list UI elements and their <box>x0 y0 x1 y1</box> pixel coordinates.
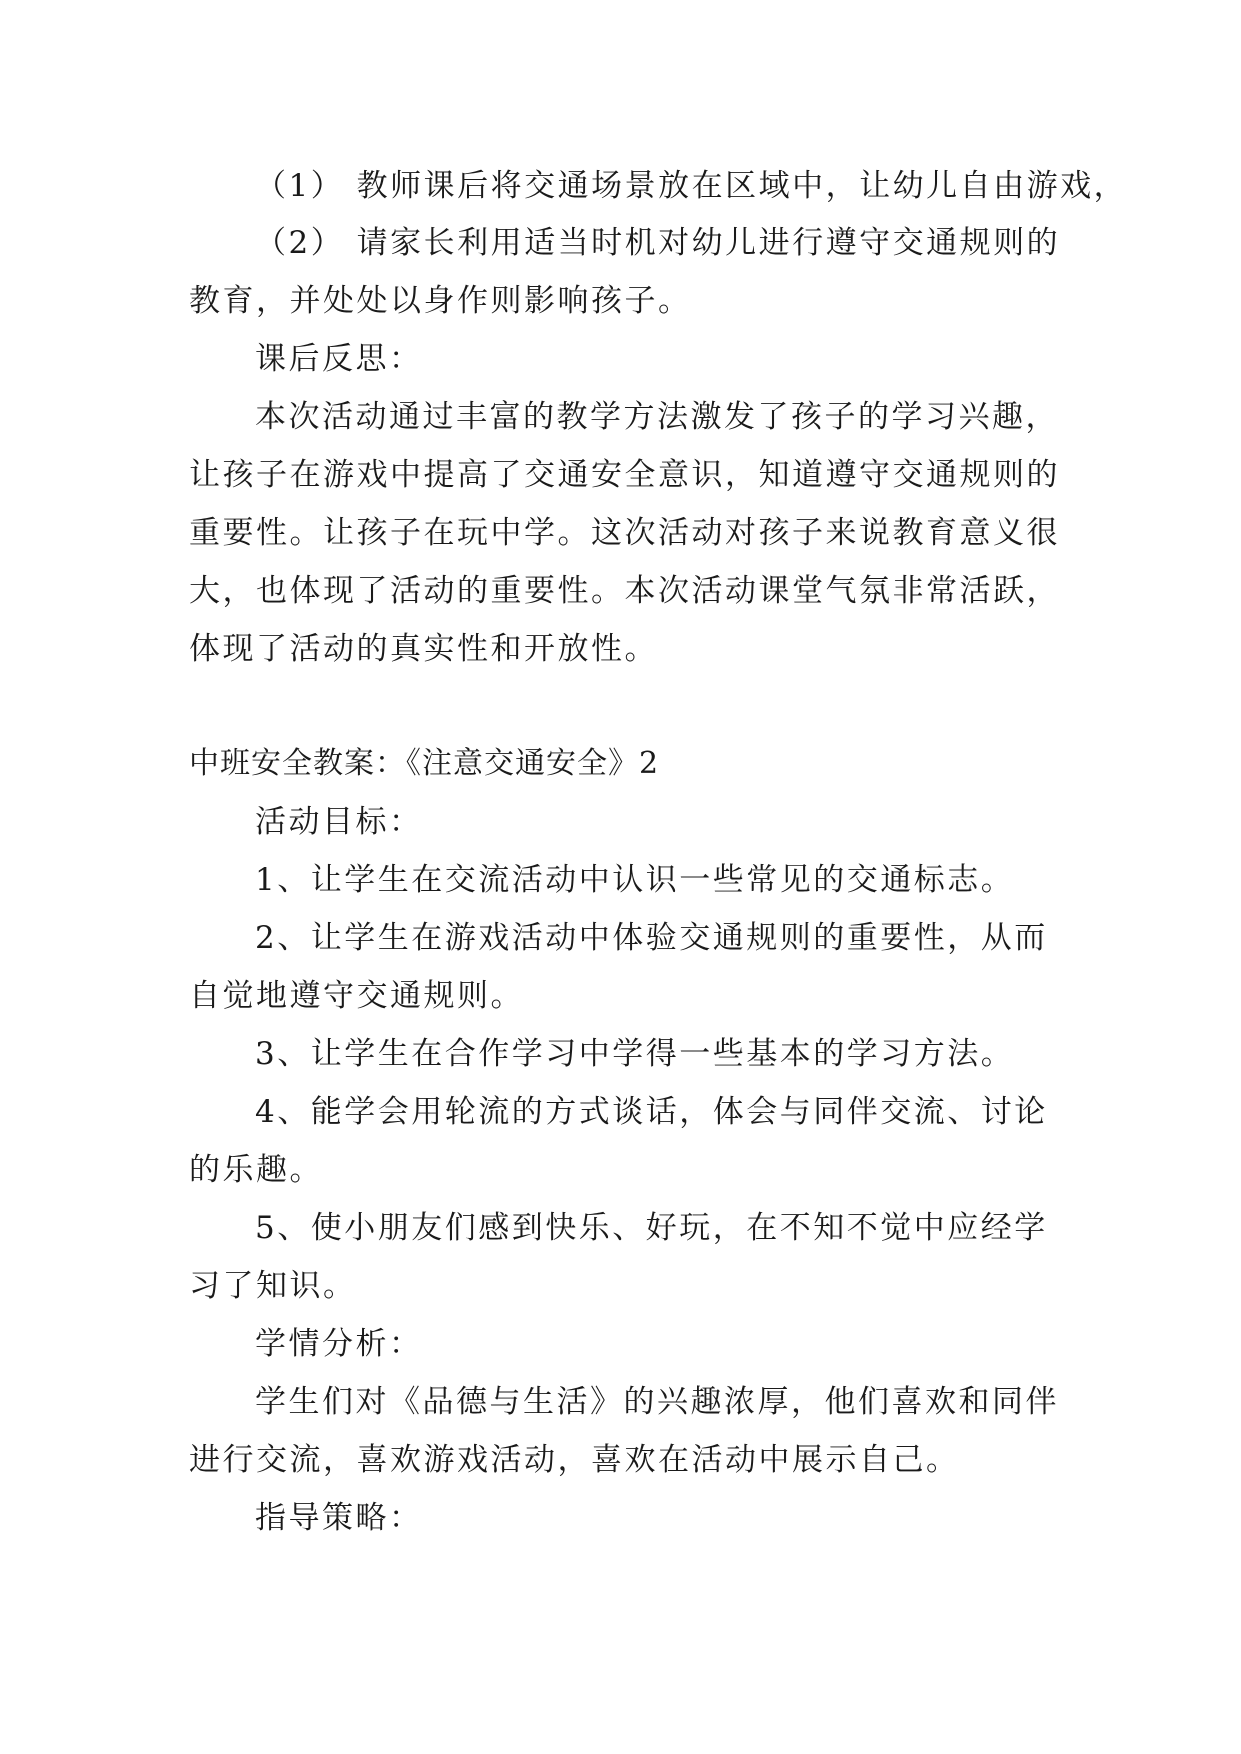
list-item: 5、使小朋友们感到快乐、好玩，在不知不觉中应经学 <box>255 1210 1048 1246</box>
paragraph-line: 本次活动通过丰富的教学方法激发了孩子的学习兴趣， <box>255 399 1059 435</box>
section-label: 活动目标： <box>255 804 423 840</box>
list-item-continuation: 的乐趣。 <box>189 1152 323 1188</box>
section-label: 学情分析： <box>255 1326 423 1362</box>
paragraph-line: 重要性。让孩子在玩中学。这次活动对孩子来说教育意义很 <box>189 515 1060 551</box>
section-label: 课后反思： <box>255 341 423 377</box>
paragraph-line: 学生们对《品德与生活》的兴趣浓厚，他们喜欢和同伴 <box>255 1384 1059 1420</box>
list-item-continuation: 自觉地遵守交通规则。 <box>189 978 524 1014</box>
list-item: 2、让学生在游戏活动中体验交通规则的重要性，从而 <box>255 920 1048 956</box>
paragraph-line: 进行交流，喜欢游戏活动，喜欢在活动中展示自己。 <box>189 1442 960 1478</box>
paragraph-line: 大，也体现了活动的重要性。本次活动课堂气氛非常活跃， <box>189 573 1060 609</box>
paragraph-line: （1） 教师课后将交通场景放在区域中，让幼儿自由游戏， <box>255 168 1128 204</box>
paragraph-line: 体现了活动的真实性和开放性。 <box>189 631 658 667</box>
paragraph-line: （2） 请家长利用适当时机对幼儿进行遵守交通规则的 <box>255 225 1061 261</box>
section-heading: 中班安全教案：《注意交通安全》2 <box>189 746 660 781</box>
paragraph-line: 让孩子在游戏中提高了交通安全意识，知道遵守交通规则的 <box>189 457 1060 493</box>
list-item-continuation: 习了知识。 <box>189 1268 357 1304</box>
list-item: 1、让学生在交流活动中认识一些常见的交通标志。 <box>255 862 1015 898</box>
paragraph-line: 教育，并处处以身作则影响孩子。 <box>189 283 692 319</box>
list-item: 4、能学会用轮流的方式谈话，体会与同伴交流、讨论 <box>255 1094 1048 1130</box>
list-item: 3、让学生在合作学习中学得一些基本的学习方法。 <box>255 1036 1015 1072</box>
section-label: 指导策略： <box>255 1500 423 1536</box>
